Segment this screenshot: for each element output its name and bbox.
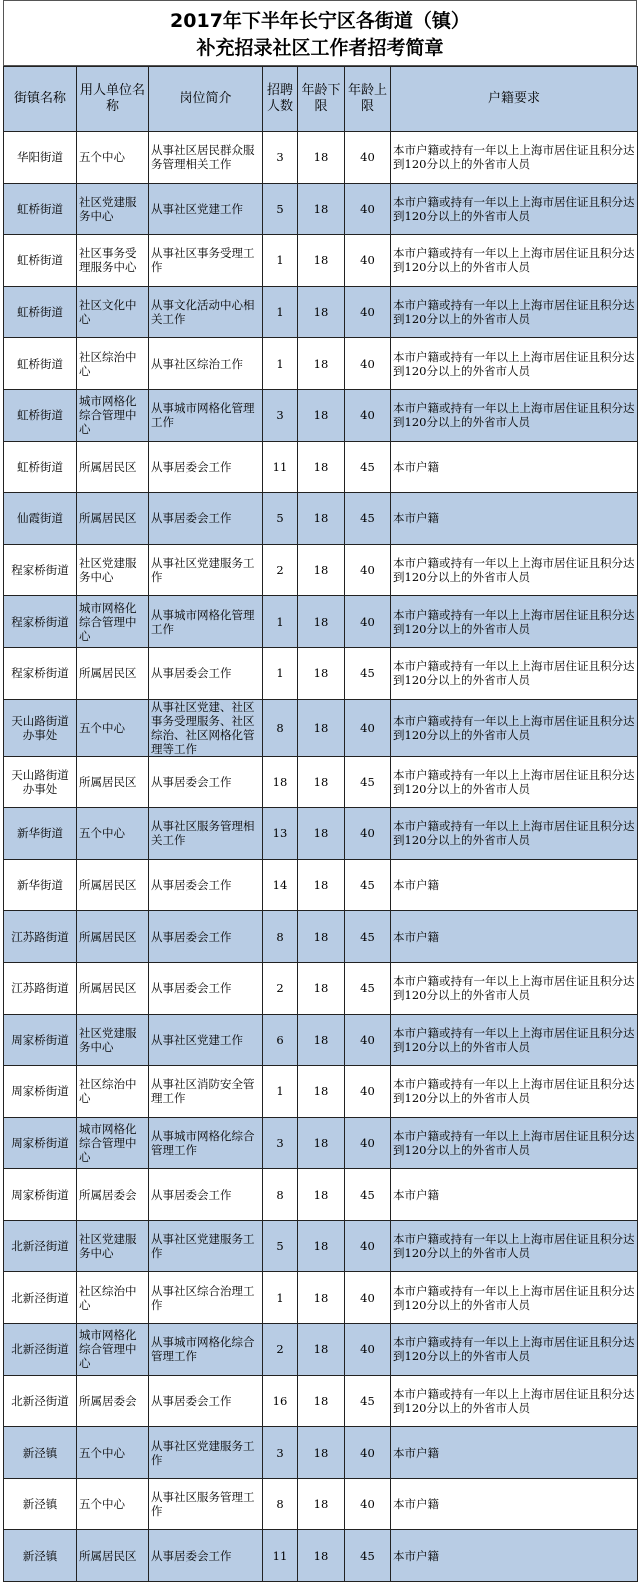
cell-residency: 本市户籍 bbox=[391, 493, 638, 545]
cell-employer: 所属居委会 bbox=[77, 1375, 149, 1427]
cell-district: 虹桥街道 bbox=[4, 183, 77, 235]
table-row bbox=[4, 1324, 638, 1376]
cell-job-description: 从事社区服务管理相关工作 bbox=[149, 808, 263, 860]
cell-job-description: 从事居委会工作 bbox=[149, 1169, 263, 1221]
cell-district: 虹桥街道 bbox=[4, 286, 77, 338]
cell-district: 天山路街道办事处 bbox=[4, 699, 77, 756]
cell-employer: 五个中心 bbox=[77, 1427, 149, 1479]
cell-job-description: 从事社区事务受理工作 bbox=[149, 235, 263, 287]
cell-residency: 本市户籍或持有一年以上上海市居住证且积分达到120分以上的外省市人员 bbox=[391, 183, 638, 235]
table-row bbox=[4, 493, 638, 545]
cell-min-age: 18 bbox=[298, 1169, 345, 1221]
cell-max-age: 40 bbox=[345, 338, 391, 390]
title-line-1: 2017年下半年长宁区各街道（镇） bbox=[170, 10, 470, 32]
cell-district: 新泾镇 bbox=[4, 1427, 77, 1479]
cell-residency: 本市户籍 bbox=[391, 1427, 638, 1479]
cell-min-age: 18 bbox=[298, 1375, 345, 1427]
cell-headcount: 3 bbox=[263, 389, 298, 441]
cell-max-age: 40 bbox=[345, 389, 391, 441]
table-row bbox=[4, 699, 638, 756]
cell-employer: 所属居民区 bbox=[77, 859, 149, 911]
table-row bbox=[4, 183, 638, 235]
cell-job-description: 从事社区党建服务工作 bbox=[149, 1220, 263, 1272]
cell-residency: 本市户籍或持有一年以上上海市居住证且积分达到120分以上的外省市人员 bbox=[391, 286, 638, 338]
cell-residency: 本市户籍或持有一年以上上海市居住证且积分达到120分以上的外省市人员 bbox=[391, 235, 638, 287]
header-job-description: 岗位简介 bbox=[149, 67, 263, 132]
cell-district: 新华街道 bbox=[4, 808, 77, 860]
cell-max-age: 40 bbox=[345, 1117, 391, 1169]
table-row bbox=[4, 1530, 638, 1582]
cell-min-age: 18 bbox=[298, 1066, 345, 1118]
cell-headcount: 5 bbox=[263, 493, 298, 545]
cell-max-age: 40 bbox=[345, 235, 391, 287]
cell-employer: 五个中心 bbox=[77, 699, 149, 756]
cell-job-description: 从事社区党建工作 bbox=[149, 1014, 263, 1066]
table-row bbox=[4, 962, 638, 1014]
cell-employer: 社区综治中心 bbox=[77, 1272, 149, 1324]
cell-district: 虹桥街道 bbox=[4, 338, 77, 390]
cell-employer: 所属居民区 bbox=[77, 493, 149, 545]
cell-job-description: 从事居委会工作 bbox=[149, 962, 263, 1014]
cell-district: 周家桥街道 bbox=[4, 1169, 77, 1221]
cell-district: 虹桥街道 bbox=[4, 441, 77, 493]
cell-min-age: 18 bbox=[298, 962, 345, 1014]
cell-max-age: 40 bbox=[345, 286, 391, 338]
cell-min-age: 18 bbox=[298, 235, 345, 287]
cell-residency: 本市户籍 bbox=[391, 1478, 638, 1530]
table-row bbox=[4, 441, 638, 493]
cell-max-age: 45 bbox=[345, 962, 391, 1014]
cell-max-age: 40 bbox=[345, 1220, 391, 1272]
cell-district: 北新泾街道 bbox=[4, 1324, 77, 1376]
cell-headcount: 3 bbox=[263, 1117, 298, 1169]
cell-residency: 本市户籍或持有一年以上上海市居住证且积分达到120分以上的外省市人员 bbox=[391, 756, 638, 808]
cell-job-description: 从事社区党建工作 bbox=[149, 183, 263, 235]
cell-max-age: 40 bbox=[345, 544, 391, 596]
cell-district: 华阳街道 bbox=[4, 132, 77, 184]
cell-max-age: 45 bbox=[345, 859, 391, 911]
cell-headcount: 2 bbox=[263, 1324, 298, 1376]
cell-max-age: 45 bbox=[345, 1530, 391, 1582]
cell-job-description: 从事居委会工作 bbox=[149, 1530, 263, 1582]
cell-min-age: 18 bbox=[298, 286, 345, 338]
cell-min-age: 18 bbox=[298, 441, 345, 493]
cell-residency: 本市户籍或持有一年以上上海市居住证且积分达到120分以上的外省市人员 bbox=[391, 1272, 638, 1324]
cell-min-age: 18 bbox=[298, 1478, 345, 1530]
cell-headcount: 2 bbox=[263, 544, 298, 596]
cell-min-age: 18 bbox=[298, 1272, 345, 1324]
table-row bbox=[4, 389, 638, 441]
table-row bbox=[4, 1117, 638, 1169]
cell-employer: 五个中心 bbox=[77, 1478, 149, 1530]
cell-employer: 五个中心 bbox=[77, 808, 149, 860]
cell-headcount: 5 bbox=[263, 1220, 298, 1272]
cell-employer: 所属居民区 bbox=[77, 756, 149, 808]
table-row bbox=[4, 911, 638, 963]
header-district: 街镇名称 bbox=[4, 67, 77, 132]
cell-employer: 社区党建服务中心 bbox=[77, 1220, 149, 1272]
cell-headcount: 8 bbox=[263, 1169, 298, 1221]
cell-district: 江苏路街道 bbox=[4, 962, 77, 1014]
cell-employer: 五个中心 bbox=[77, 132, 149, 184]
table-row bbox=[4, 338, 638, 390]
header-employer: 用人单位名称 bbox=[77, 67, 149, 132]
cell-job-description: 从事社区党建服务工作 bbox=[149, 1427, 263, 1479]
cell-residency: 本市户籍 bbox=[391, 859, 638, 911]
cell-min-age: 18 bbox=[298, 756, 345, 808]
cell-job-description: 从事社区服务管理工作 bbox=[149, 1478, 263, 1530]
cell-max-age: 40 bbox=[345, 808, 391, 860]
cell-max-age: 40 bbox=[345, 699, 391, 756]
table-row bbox=[4, 596, 638, 648]
cell-employer: 所属居民区 bbox=[77, 911, 149, 963]
cell-district: 周家桥街道 bbox=[4, 1014, 77, 1066]
cell-headcount: 1 bbox=[263, 1066, 298, 1118]
header-max-age: 年龄上限 bbox=[345, 67, 391, 132]
cell-min-age: 18 bbox=[298, 1427, 345, 1479]
table-body bbox=[4, 132, 638, 1582]
cell-min-age: 18 bbox=[298, 493, 345, 545]
cell-job-description: 从事社区消防安全管理工作 bbox=[149, 1066, 263, 1118]
cell-residency: 本市户籍或持有一年以上上海市居住证且积分达到120分以上的外省市人员 bbox=[391, 808, 638, 860]
cell-max-age: 45 bbox=[345, 493, 391, 545]
cell-max-age: 45 bbox=[345, 756, 391, 808]
cell-job-description: 从事居委会工作 bbox=[149, 441, 263, 493]
cell-residency: 本市户籍或持有一年以上上海市居住证且积分达到120分以上的外省市人员 bbox=[391, 1375, 638, 1427]
cell-headcount: 18 bbox=[263, 756, 298, 808]
cell-min-age: 18 bbox=[298, 699, 345, 756]
header-headcount: 招聘人数 bbox=[263, 67, 298, 132]
cell-headcount: 11 bbox=[263, 1530, 298, 1582]
cell-min-age: 18 bbox=[298, 132, 345, 184]
cell-job-description: 从事社区综合治理工作 bbox=[149, 1272, 263, 1324]
cell-max-age: 40 bbox=[345, 1014, 391, 1066]
cell-employer: 城市网格化综合管理中心 bbox=[77, 1324, 149, 1376]
cell-residency: 本市户籍或持有一年以上上海市居住证且积分达到120分以上的外省市人员 bbox=[391, 1324, 638, 1376]
cell-max-age: 45 bbox=[345, 1375, 391, 1427]
cell-residency: 本市户籍或持有一年以上上海市居住证且积分达到120分以上的外省市人员 bbox=[391, 596, 638, 648]
cell-headcount: 6 bbox=[263, 1014, 298, 1066]
cell-district: 新泾镇 bbox=[4, 1530, 77, 1582]
cell-residency: 本市户籍或持有一年以上上海市居住证且积分达到120分以上的外省市人员 bbox=[391, 338, 638, 390]
cell-max-age: 45 bbox=[345, 911, 391, 963]
table-row bbox=[4, 647, 638, 699]
table-row bbox=[4, 808, 638, 860]
cell-job-description: 从事居委会工作 bbox=[149, 647, 263, 699]
cell-employer: 社区综治中心 bbox=[77, 338, 149, 390]
cell-max-age: 40 bbox=[345, 1272, 391, 1324]
cell-min-age: 18 bbox=[298, 808, 345, 860]
cell-employer: 社区党建服务中心 bbox=[77, 1014, 149, 1066]
cell-headcount: 3 bbox=[263, 1427, 298, 1479]
cell-employer: 所属居民区 bbox=[77, 1530, 149, 1582]
cell-min-age: 18 bbox=[298, 859, 345, 911]
cell-residency: 本市户籍或持有一年以上上海市居住证且积分达到120分以上的外省市人员 bbox=[391, 1220, 638, 1272]
cell-employer: 社区文化中心 bbox=[77, 286, 149, 338]
table-row bbox=[4, 544, 638, 596]
cell-employer: 城市网格化综合管理中心 bbox=[77, 1117, 149, 1169]
cell-employer: 社区党建服务中心 bbox=[77, 183, 149, 235]
cell-job-description: 从事文化活动中心相关工作 bbox=[149, 286, 263, 338]
cell-residency: 本市户籍或持有一年以上上海市居住证且积分达到120分以上的外省市人员 bbox=[391, 1066, 638, 1118]
table-row bbox=[4, 1478, 638, 1530]
cell-residency: 本市户籍或持有一年以上上海市居住证且积分达到120分以上的外省市人员 bbox=[391, 699, 638, 756]
cell-employer: 社区事务受理服务中心 bbox=[77, 235, 149, 287]
cell-min-age: 18 bbox=[298, 1014, 345, 1066]
cell-min-age: 18 bbox=[298, 544, 345, 596]
cell-headcount: 1 bbox=[263, 235, 298, 287]
cell-max-age: 45 bbox=[345, 1169, 391, 1221]
cell-residency: 本市户籍 bbox=[391, 911, 638, 963]
cell-district: 仙霞街道 bbox=[4, 493, 77, 545]
title-box bbox=[3, 0, 637, 66]
cell-max-age: 45 bbox=[345, 647, 391, 699]
header-residency: 户籍要求 bbox=[391, 67, 638, 132]
cell-employer: 社区综治中心 bbox=[77, 1066, 149, 1118]
cell-residency: 本市户籍 bbox=[391, 1169, 638, 1221]
table-row bbox=[4, 1375, 638, 1427]
cell-district: 周家桥街道 bbox=[4, 1066, 77, 1118]
cell-district: 江苏路街道 bbox=[4, 911, 77, 963]
cell-max-age: 40 bbox=[345, 1478, 391, 1530]
cell-residency: 本市户籍或持有一年以上上海市居住证且积分达到120分以上的外省市人员 bbox=[391, 1117, 638, 1169]
cell-min-age: 18 bbox=[298, 911, 345, 963]
table-row bbox=[4, 859, 638, 911]
cell-job-description: 从事社区居民群众服务管理相关工作 bbox=[149, 132, 263, 184]
cell-district: 周家桥街道 bbox=[4, 1117, 77, 1169]
cell-district: 北新泾街道 bbox=[4, 1272, 77, 1324]
cell-employer: 社区党建服务中心 bbox=[77, 544, 149, 596]
cell-job-description: 从事居委会工作 bbox=[149, 859, 263, 911]
cell-job-description: 从事城市网格化管理工作 bbox=[149, 389, 263, 441]
cell-job-description: 从事居委会工作 bbox=[149, 756, 263, 808]
table-row bbox=[4, 1066, 638, 1118]
cell-headcount: 16 bbox=[263, 1375, 298, 1427]
cell-district: 程家桥街道 bbox=[4, 596, 77, 648]
cell-residency: 本市户籍或持有一年以上上海市居住证且积分达到120分以上的外省市人员 bbox=[391, 962, 638, 1014]
table-row bbox=[4, 1014, 638, 1066]
header-row bbox=[4, 67, 638, 132]
cell-job-description: 从事居委会工作 bbox=[149, 493, 263, 545]
recruitment-table bbox=[3, 66, 638, 1582]
cell-district: 虹桥街道 bbox=[4, 389, 77, 441]
cell-residency: 本市户籍或持有一年以上上海市居住证且积分达到120分以上的外省市人员 bbox=[391, 544, 638, 596]
table-row bbox=[4, 286, 638, 338]
cell-district: 程家桥街道 bbox=[4, 647, 77, 699]
cell-max-age: 40 bbox=[345, 1324, 391, 1376]
cell-job-description: 从事居委会工作 bbox=[149, 1375, 263, 1427]
header-min-age: 年龄下限 bbox=[298, 67, 345, 132]
cell-min-age: 18 bbox=[298, 1324, 345, 1376]
cell-district: 虹桥街道 bbox=[4, 235, 77, 287]
cell-headcount: 3 bbox=[263, 132, 298, 184]
table-row bbox=[4, 756, 638, 808]
cell-max-age: 40 bbox=[345, 1427, 391, 1479]
cell-headcount: 13 bbox=[263, 808, 298, 860]
cell-headcount: 8 bbox=[263, 911, 298, 963]
cell-residency: 本市户籍或持有一年以上上海市居住证且积分达到120分以上的外省市人员 bbox=[391, 389, 638, 441]
cell-min-age: 18 bbox=[298, 1220, 345, 1272]
cell-residency: 本市户籍 bbox=[391, 441, 638, 493]
cell-employer: 所属居民区 bbox=[77, 962, 149, 1014]
cell-max-age: 40 bbox=[345, 183, 391, 235]
cell-headcount: 8 bbox=[263, 699, 298, 756]
cell-max-age: 40 bbox=[345, 1066, 391, 1118]
cell-employer: 所属居民区 bbox=[77, 647, 149, 699]
cell-district: 新华街道 bbox=[4, 859, 77, 911]
cell-max-age: 40 bbox=[345, 132, 391, 184]
cell-headcount: 5 bbox=[263, 183, 298, 235]
cell-job-description: 从事城市网格化管理工作 bbox=[149, 596, 263, 648]
table-row bbox=[4, 1220, 638, 1272]
cell-job-description: 从事社区党建服务工作 bbox=[149, 544, 263, 596]
cell-max-age: 40 bbox=[345, 596, 391, 648]
cell-headcount: 8 bbox=[263, 1478, 298, 1530]
cell-job-description: 从事社区党建、社区事务受理服务、社区综治、社区网格化管理等工作 bbox=[149, 699, 263, 756]
cell-headcount: 2 bbox=[263, 962, 298, 1014]
cell-headcount: 1 bbox=[263, 338, 298, 390]
cell-district: 北新泾街道 bbox=[4, 1375, 77, 1427]
cell-employer: 城市网格化综合管理中心 bbox=[77, 389, 149, 441]
cell-district: 新泾镇 bbox=[4, 1478, 77, 1530]
title-line-2: 补充招录社区工作者招考简章 bbox=[196, 37, 444, 59]
cell-min-age: 18 bbox=[298, 338, 345, 390]
cell-job-description: 从事城市网格化综合管理工作 bbox=[149, 1117, 263, 1169]
table-row bbox=[4, 1427, 638, 1479]
cell-headcount: 1 bbox=[263, 286, 298, 338]
cell-min-age: 18 bbox=[298, 183, 345, 235]
cell-min-age: 18 bbox=[298, 596, 345, 648]
cell-min-age: 18 bbox=[298, 647, 345, 699]
cell-job-description: 从事社区综治工作 bbox=[149, 338, 263, 390]
cell-max-age: 45 bbox=[345, 441, 391, 493]
cell-residency: 本市户籍或持有一年以上上海市居住证且积分达到120分以上的外省市人员 bbox=[391, 647, 638, 699]
cell-headcount: 11 bbox=[263, 441, 298, 493]
cell-residency: 本市户籍或持有一年以上上海市居住证且积分达到120分以上的外省市人员 bbox=[391, 1014, 638, 1066]
table-row bbox=[4, 132, 638, 184]
cell-min-age: 18 bbox=[298, 1530, 345, 1582]
cell-min-age: 18 bbox=[298, 389, 345, 441]
cell-employer: 所属居民区 bbox=[77, 441, 149, 493]
cell-job-description: 从事城市网格化综合管理工作 bbox=[149, 1324, 263, 1376]
cell-headcount: 1 bbox=[263, 647, 298, 699]
cell-district: 程家桥街道 bbox=[4, 544, 77, 596]
cell-district: 天山路街道办事处 bbox=[4, 756, 77, 808]
cell-employer: 所属居委会 bbox=[77, 1169, 149, 1221]
cell-residency: 本市户籍或持有一年以上上海市居住证且积分达到120分以上的外省市人员 bbox=[391, 132, 638, 184]
cell-min-age: 18 bbox=[298, 1117, 345, 1169]
table-row bbox=[4, 1272, 638, 1324]
cell-residency: 本市户籍 bbox=[391, 1530, 638, 1582]
table-row bbox=[4, 1169, 638, 1221]
table-row bbox=[4, 235, 638, 287]
cell-district: 北新泾街道 bbox=[4, 1220, 77, 1272]
cell-headcount: 1 bbox=[263, 1272, 298, 1324]
cell-employer: 城市网格化综合管理中心 bbox=[77, 596, 149, 648]
cell-job-description: 从事居委会工作 bbox=[149, 911, 263, 963]
cell-headcount: 14 bbox=[263, 859, 298, 911]
cell-headcount: 1 bbox=[263, 596, 298, 648]
